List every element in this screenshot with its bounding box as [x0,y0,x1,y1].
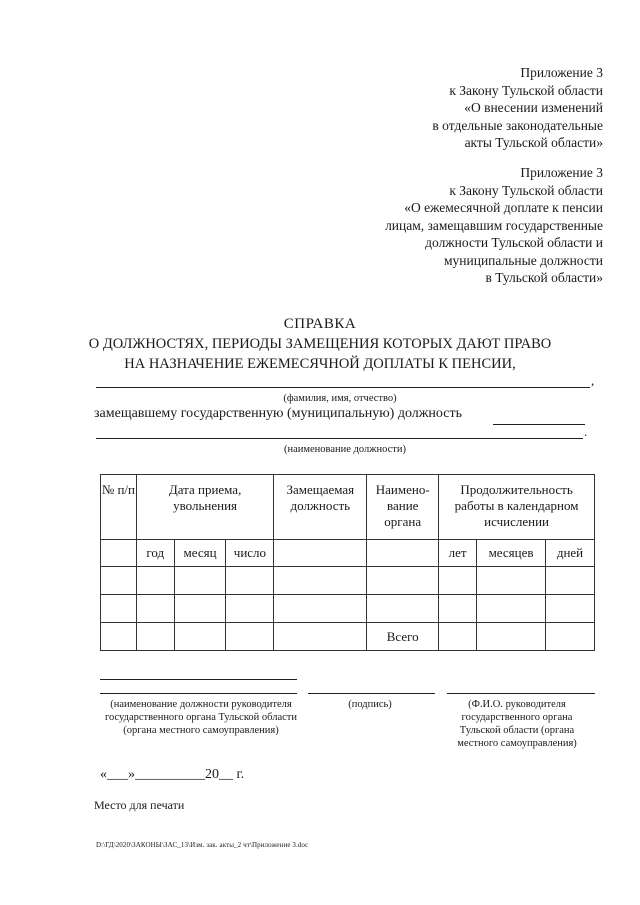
table-cell[interactable] [136,595,174,623]
position-field-label: замещавшему государственную (муниципальную) должность [94,406,462,421]
signature-position-line-1[interactable] [100,679,297,680]
table-cell[interactable] [477,595,546,623]
header-cell-position: Замещаемая должность [274,475,367,540]
appendix-block-law [385,164,603,287]
document-subtitle-line2: НА НАЗНАЧЕНИЕ ЕЖЕМЕСЯЧНОЙ ДОПЛАТЫ К ПЕНСИИ, [124,356,516,372]
table-cell [101,540,137,567]
appendix-line: муниципальные должности [443,252,603,268]
table-cell[interactable] [274,567,367,595]
document-title: СПРАВКА [283,316,357,332]
table-cell[interactable] [367,595,439,623]
name-field-line[interactable] [96,387,590,388]
table-cell [101,623,137,651]
table-cell[interactable] [367,567,439,595]
table-cell[interactable] [439,567,477,595]
subheader-cell-year: год [136,540,174,567]
file-path-footer: D:\ГД\2020\ЗАКОНЫ\ЗАС_13\Изм. зак. акты_2 чт\Приложение 3.doc [96,841,309,849]
header-cell-date: Дата приема, увольнения [136,475,274,540]
header-cell-duration: Продолжительность работы в календарном исчислении [439,475,595,540]
table-cell[interactable] [101,595,137,623]
header-cell-number: № п/п [101,475,137,540]
appendix-line: должности Тульской области и [425,235,603,250]
appendix-line: к Закону Тульской области [449,182,603,198]
table-cell[interactable] [174,567,226,595]
table-cell [174,623,226,651]
signature-fio-caption: (Ф.И.О. руководителя государственного органа Тульской области (органа местного самоуправления) [457,699,577,749]
table-cell[interactable] [274,595,367,623]
table-cell [274,540,367,567]
table-cell[interactable] [439,623,477,651]
header-cell-organization: Наимено-вание органа [367,475,439,540]
table-cell[interactable] [174,595,226,623]
table-cell[interactable] [546,567,595,595]
total-label: Всего [367,623,439,651]
table-row[interactable] [101,595,595,623]
signature-caption: (подпись) [348,699,392,710]
position-field-period: . [584,424,588,439]
table-cell[interactable] [546,623,595,651]
table-cell[interactable] [226,567,274,595]
signature-position-caption: (наименование должности руководителя государственного органа Тульской области (органа местного самоуправления) [104,699,298,736]
subheader-cell-day: число [226,540,274,567]
signature-position-line-2[interactable] [100,693,297,694]
table-total-row [101,623,595,651]
table-subheader-row [101,540,595,567]
position-field-line-1[interactable] [493,424,585,425]
name-field-caption: (фамилия, имя, отчество) [283,393,397,404]
position-field-line-2[interactable] [96,438,583,439]
positions-table [100,474,595,651]
subheader-cell-years: лет [439,540,477,567]
table-cell[interactable] [439,595,477,623]
signature-line[interactable] [308,693,435,694]
appendix-line: к Закону Тульской области [449,82,603,98]
table-cell[interactable] [136,567,174,595]
stamp-place-label: Место для печати [94,798,185,812]
appendix-block-amendment [432,64,603,152]
position-field-caption: (наименование должности) [283,444,407,455]
subheader-cell-month: месяц [174,540,226,567]
appendix-line: в Тульской области» [485,270,603,285]
table-cell [226,623,274,651]
table-cell[interactable] [546,595,595,623]
table-cell [274,623,367,651]
table-row[interactable] [101,567,595,595]
table-cell[interactable] [101,567,137,595]
table-cell [136,623,174,651]
table-cell [367,540,439,567]
table-cell[interactable] [477,623,546,651]
table-cell[interactable] [226,595,274,623]
subheader-cell-months: месяцев [477,540,546,567]
appendix-line: «О внесении изменений [464,100,603,115]
signature-date[interactable]: «___»__________20__ г. [100,767,245,782]
appendix-line: лицам, замещавшим государственные [385,217,603,233]
appendix-line: акты Тульской области» [464,135,603,150]
signature-fio-line[interactable] [447,693,595,694]
appendix-line: в отдельные законодательные [432,117,603,133]
appendix-line: Приложение 3 [520,165,603,180]
name-field-comma: , [591,373,595,388]
appendix-line: Приложение 3 [520,65,603,80]
table-cell[interactable] [477,567,546,595]
document-subtitle-line1: О ДОЛЖНОСТЯХ, ПЕРИОДЫ ЗАМЕЩЕНИЯ КОТОРЫХ ДАЮТ ПРАВО [88,336,552,352]
table-header-row [101,475,595,540]
appendix-line: «О ежемесячной доплате к пенсии [404,200,603,215]
subheader-cell-days: дней [546,540,595,567]
